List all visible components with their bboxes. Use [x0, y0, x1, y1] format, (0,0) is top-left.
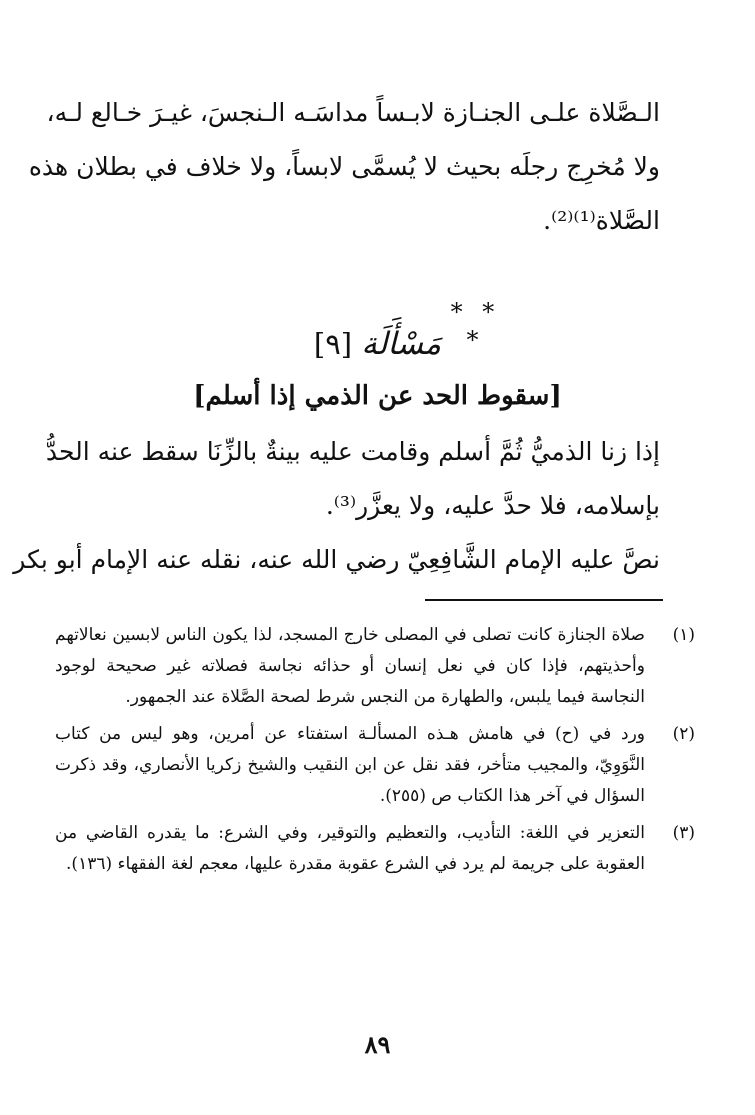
text-line: نصَّ عليه الإمام الشَّافِعِيّ رضي الله عنه، نقله عنه الإمام أبو بكر [13, 545, 660, 574]
footnote-item [55, 719, 695, 812]
footnote-number: (٢) [672, 724, 695, 744]
paragraph-continuation [28, 86, 660, 248]
section-title: [سقوط الحد عن الذمي إذا أسلم] [193, 381, 562, 411]
paragraph-ruling [13, 425, 660, 587]
footnote-item [55, 620, 695, 713]
text-line: ولا مُخرِج رجلَه بحيث لا يُسمَّى لابساً، ولا خلاف في بطلان هذه [28, 152, 660, 181]
footnote-text: صلاة الجنازة كانت تصلى في المصلى خارج المسجد، لذا يكون الناس لابسين نعالاتهم وأحذيتهم، فإذا كان في نعل إنسان أو حذائه نجاسة فصلاته غير صحيحة لوجود النجاسة فيما يلبس، والطهارة من النجس شرط لصحة الصَّلاة عند الجمهور. [55, 625, 645, 707]
footnote-number: (٣) [672, 823, 695, 843]
page-number: ٨٩ [364, 1030, 391, 1059]
footnote-rule [425, 599, 663, 601]
footnote-text: التعزير في اللغة: التأديب، والتعظيم والتوقير، وفي الشرع: ما يقدره القاضي من العقوبة على جريمة لم يرد في الشرع عقوبة مقدرة عليها، معجم لغة الفقهاء (١٣٦). [55, 823, 645, 874]
footnote-text: ورد في (ح) في هامش هـذه المسألـة استفتاء عن أمرين، وهو ليس من كتاب النَّوَوِيّ، والمجيب متأخر، فقد نقل عن ابن النقيب والشيخ زكريا الأنصاري، وقد ذكرت السؤال في آخر هذا الكتاب ص (٢٥٥). [55, 724, 645, 806]
text-line: بإسلامه، فلا حدَّ عليه، ولا يعزَّر⁽³⁾. [325, 491, 660, 520]
text-line: الصَّلاة⁽¹⁾⁽²⁾. [543, 206, 660, 235]
text-line: إذا زنا الذميُّ ثُمَّ أسلم وقامت عليه بينةٌ بالزِّنَا سقط عنه الحدُّ [45, 437, 660, 466]
footnote-number: (١) [672, 625, 695, 645]
issue-number: [٩] [313, 327, 353, 361]
footnote-item [55, 818, 695, 880]
issue-word: مَسْأَلَة [361, 326, 442, 362]
text-line: الـصَّلاة علـى الجنـازة لابـساً مداسَـه الـنجسَ، غيـرَ خـالع لـه، [46, 98, 660, 127]
section-separator: * * * [450, 298, 501, 354]
issue-heading [0, 322, 755, 366]
footnotes [55, 620, 695, 886]
